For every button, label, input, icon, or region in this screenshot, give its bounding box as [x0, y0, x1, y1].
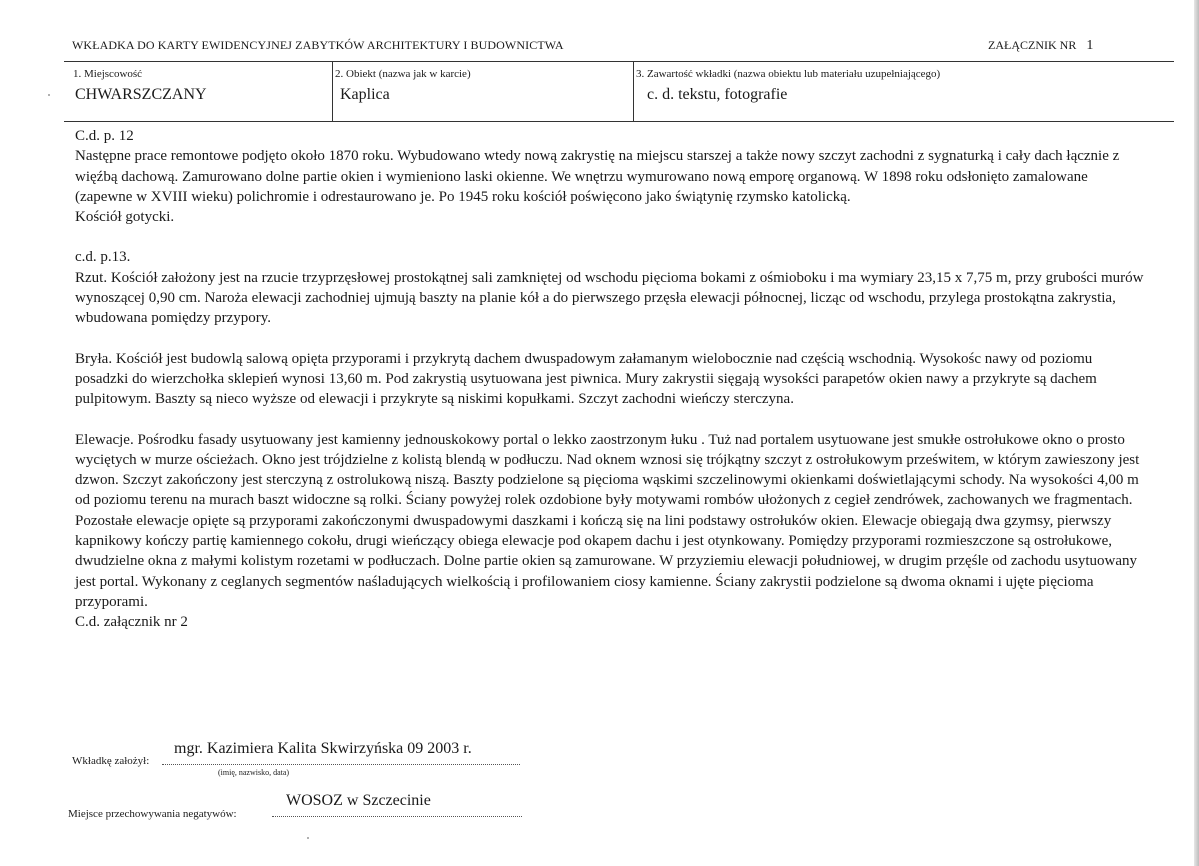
annex-label	[988, 38, 1093, 54]
annex-label-text: ZAŁĄCZNIK NR	[988, 38, 1077, 52]
form-title: WKŁADKA DO KARTY EWIDENCYJNEJ ZABYTKÓW ARCHITEKTURY I BUDOWNICTWA	[72, 38, 564, 52]
header-top-rule	[64, 61, 1174, 62]
negatives-dotted-line	[272, 816, 522, 817]
author-label: Wkładkę założył:	[72, 755, 150, 767]
field-content-value: c. d. tekstu, fotografie	[647, 86, 788, 103]
description-body	[75, 126, 1145, 633]
field-place-value: CHWARSZCZANY	[75, 86, 207, 103]
paragraph-history: C.d. p. 12 Następne prace remontowe podjęto około 1870 roku. Wybudowano wtedy nową zakrystię na miejscu starszej a także nowy szczyt zachodni z sygnaturką i cały dach łącznie z więźbą dachową. Zamurowano dolne partie okien i wymieniono laski okienne. We wnętrzu wymurowano nową emporę organową. W 1898 roku odsłonięto zamalowane (zapewne w XVIII wieku) polichromie i odrestaurowano je. Po 1945 roku kościół poświęcono jako świątynię rzymsko katolicką. Kościół gotycki.	[75, 128, 1120, 226]
column-divider-2	[633, 61, 634, 122]
author-value: mgr. Kazimiera Kalita Skwirzyńska 09 2003 r.	[174, 740, 472, 757]
paragraph-massing: Bryła. Kościół jest budowlą salową opięta przyporami i przykrytą dachem dwuspadowym załamanym wielobocznie nad częścią wschodnią. Wysokośc nawy od poziomu posadzki do wierzchołka sklepień wynosi 13,60 m. Pod zakrystią usytuowana jest piwnica. Mury zakrystii sięgają wysokści parapetów okien nawy a przykryte są dachem pulpitowym. Baszty są nieco wyższe od elewacji i przykryte są niskimi kopułkami. Szczyt zachodni wieńczy sterczyna.	[75, 350, 1097, 408]
scan-speck	[307, 837, 309, 839]
field-place-label: 1. Miejscowość	[73, 68, 143, 80]
scan-speck	[48, 94, 50, 96]
negatives-label: Miejsce przechowywania negatywów:	[68, 808, 237, 820]
header-bottom-rule	[64, 121, 1174, 122]
author-dotted-line	[162, 764, 520, 765]
field-object-label: 2. Obiekt (nazwa jak w karcie)	[335, 68, 471, 80]
paragraph-elevations: Elewacje. Pośrodku fasady usytuowany jest kamienny jednouskokowy portal o lekko zaostrzonym łuku . Tuż nad portalem usytuowane jest smukłe ostrołukowe okno o prosto wyciętych w murze ościeżach. Okno jest trójdzielne z kolistą blendą w podłuczu. Nad oknem wznosi się trójkątny szczyt z ostrołukowym prześwitem, w którym zawieszony jest dzwon. Szczyt zakończony jest sterczyną z ostrolukową niszą. Baszty podzielone są pięcioma wąskimi szczelinowymi okienkami doświetlającymi schody. Na wysokości 4,00 m od poziomu terenu na murach baszt widoczne są rolki. Ściany powyżej rolek ozdobione były motywami rombów ułożonych z cegieł zendrówek, zachowanych we fragmentach. Pozostałe elewacje opięte są przyporami zakończonymi dwuspadowymi daszkami i kończą się na lini podstawy ostrołuków okien. Elewacje obiegają dwa gzymsy, pierwszy kapnikowy kończy partię kamiennego cokołu, drugi wieńczący obiega elewacje pod okapem dachu i jest otynkowany. Pomiędzy przyporami rozmieszczone są ostrołukowe, dwudzielne okna z małymi kolistym rozetami w podłuczach. Dolne partie okien są zamurowane. W przyziemiu elewacji południowej, w drugim przęśle od zachodu usytuowany jest portal. Wykonany z ceglanych segmentów naśladujących wielkością i profilowaniem ciosy kamienne. Ściany zakrystii podzielone są dwoma oknami i ujęte pięcioma przyporami. C.d. załącznik nr 2	[75, 431, 1140, 631]
field-content-label: 3. Zawartość wkładki (nazwa obiektu lub materiału uzupełniającego)	[636, 68, 941, 80]
scan-edge-shadow	[1194, 0, 1199, 866]
field-object-value: Kaplica	[340, 86, 390, 103]
column-divider-1	[332, 61, 333, 122]
annex-number: 1	[1086, 38, 1094, 53]
author-hint: (imię, nazwisko, data)	[218, 768, 290, 777]
negatives-value: WOSOZ w Szczecinie	[286, 792, 431, 809]
paragraph-plan: c.d. p.13. Rzut. Kościół założony jest na rzucie trzyprzęsłowej prostokątnej sali zamkniętej od wschodu pięcioma bokami z ośmioboku i ma wymiary 23,15 x 7,75 m, przy grubości murów wynoszącej 0,90 cm. Naroża elewacji zachodniej ujmują baszty na planie kół a do pierwszego przęsła elewacji północnej, licząc od wschodu, przylega prostokątna zakrystia, wbudowana pomiędzy przypory.	[75, 249, 1144, 327]
